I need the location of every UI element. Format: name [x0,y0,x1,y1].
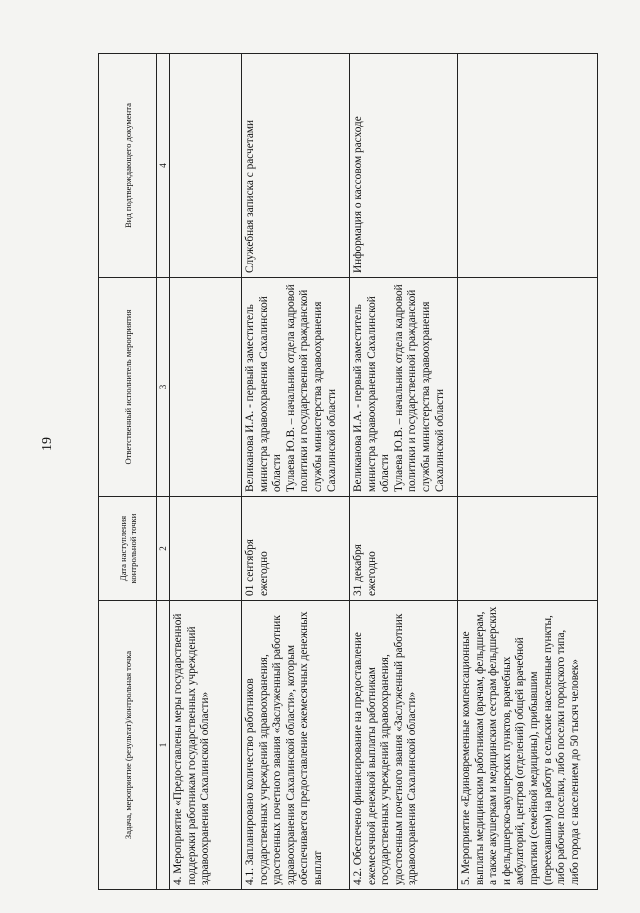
table-row [458,54,598,890]
executor-cell [458,278,598,497]
rotated-table-container [98,90,581,890]
executor-cell [350,278,458,497]
task-cell: 5. Мероприятие «Единовременные компенсационные выплаты медицинским работникам (врачам, фельдшерам, а также акушеркам и медицинским сестрам фельдшерских и фельдшерско-акушерских пунктов, врачебных амбулаторий, центров (отделений) общей врачебной практики (семейной медицины), прибывшим (переехавшим) на работу в сельские населенные пункты, либо рабочие поселки, либо поселки городского типа, либо города с населением до 50 тысяч человек» [458,601,598,890]
plan-table [98,53,598,890]
column-number-row [157,54,170,890]
date-cell [458,497,598,601]
header-document: Вид подтверждающего документа [99,54,157,278]
header-executor: Ответственный исполнитель мероприятия [99,278,157,497]
executor-cell [170,278,242,497]
executor-primary: Великанова И.А. - первый заместитель министра здравоохранения Сахалинской области [244,296,284,492]
date-cell: 01 сентября ежегодно [242,497,350,601]
executor-secondary: Тулаева Ю.В. – начальник отдела кадровой политики и государственной гражданской службы министерства здравоохранения Сахалинской области [392,284,446,492]
document-cell [170,54,242,278]
document-cell: Информация о кассовом расходе [350,54,458,278]
executor-secondary: Тулаева Ю.В. – начальник отдела кадровой политики и государственной гражданской службы министерства здравоохранения Сахалинской области [284,284,338,492]
table-row [170,54,242,890]
table-row [242,54,350,890]
table-row [350,54,458,890]
header-row [99,54,157,890]
column-number: 2 [157,497,170,601]
header-date: Дата наступления контрольной точки [99,497,157,601]
column-number: 4 [157,54,170,278]
header-task: Задача, мероприятие (результат)/контрольная точка [99,601,157,890]
task-cell: 4.2. Обеспечено финансирование на предоставление ежемесячной денежной выплаты работникам государственных учреждений здравоохранения, удостоенным почетного звания «Заслуженный работник здравоохранения Сахалинской области» [350,601,458,890]
date-cell [170,497,242,601]
page-number: 19 [40,437,55,451]
document-cell: Служебная записка с расчетами [242,54,350,278]
executor-primary: Великанова И.А. - первый заместитель министра здравоохранения Сахалинской области [352,296,392,492]
document-cell [458,54,598,278]
executor-cell [242,278,350,497]
date-cell: 31 декабря ежегодно [350,497,458,601]
column-number: 3 [157,278,170,497]
column-number: 1 [157,601,170,890]
task-cell: 4. Мероприятие «Предоставлены меры государственной поддержки работникам государственных учреждений здравоохранения Сахалинской области» [170,601,242,890]
task-cell: 4.1. Запланировано количество работников государственных учреждений здравоохранения, удостоенных почетного звания «Заслуженный работник здравоохранения Сахалинской области», которым обеспечивается предоставление ежемесячных денежных выплат [242,601,350,890]
